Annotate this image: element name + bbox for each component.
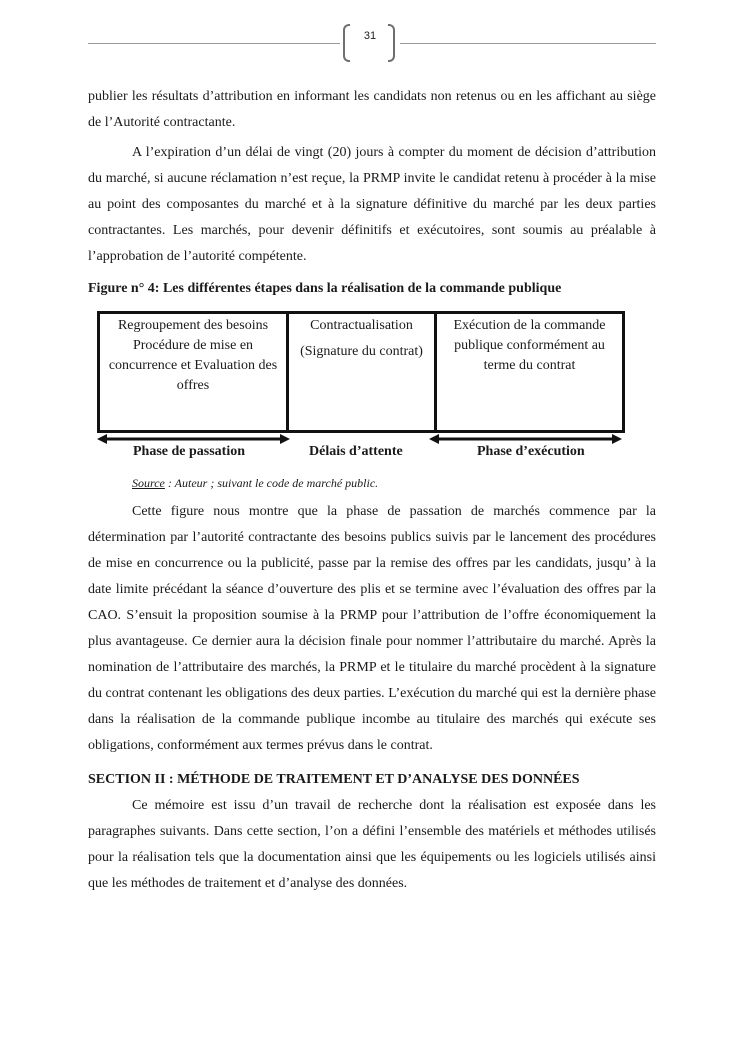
section-title: SECTION II : MÉTHODE DE TRAITEMENT ET D’ANALYSE DES DONNÉES xyxy=(88,772,580,787)
page-number-bracket-right xyxy=(388,24,395,62)
process-diagram xyxy=(88,305,656,473)
stage-contractualisation xyxy=(289,314,437,430)
source-text: : Auteur ; suivant le code de marché public. xyxy=(164,476,379,490)
header-rule-left xyxy=(88,43,340,44)
stage-passation-line1: Regroupement des besoins xyxy=(117,318,269,333)
stages-frame xyxy=(97,311,625,433)
figure-caption: Figure n° 4: Les différentes étapes dans la réalisation de la commande publique xyxy=(88,281,562,296)
phase-label-passation: Phase de passation xyxy=(133,444,246,459)
paragraph-section-intro: Ce mémoire est issu d’un travail de recherche dont la réalisation est exposée dans les paragraphes suivants. Dans cette section, l’on a défini l’ensemble des matériels et méthodes utilisés pour la réalisation tels que la documentation ainsi que les équipements ou les logiciels utilisés ainsi que les méthodes de traitement et d’analyse des données. xyxy=(88,798,656,891)
phase-label-attente: Délais d’attente xyxy=(309,444,403,459)
paragraph-figure-explanation: Cette figure nous montre que la phase de passation de marchés commence par la détermination par l’autorité contractante des besoins publics suivis par le lancement des procédures de mise en concurrence ou la publicité, passe par la remise des offres par les candidats, jusqu’ à la date limite précédant la séance d’ouverture des plis et se termine avec l’évaluation des offres par la CAO. S’ensuit la proposition soumise à la PRMP pour l’attribution de l’offre économiquement la plus avantageuse. Ce dernier aura la décision finale pour nommer l’attributaire du marché. Après la nomination de l’attributaire des marchés, la PRMP et le titulaire du marché procèdent à la signature du contrat contenant les obligations des deux parties. L’exécution du marché qui est la dernière phase dans la réalisation de la commande publique incombe au titulaire des marchés qui exécute ses obligations, conformément aux termes prévus dans le contrat. xyxy=(88,504,656,753)
stage-contractualisation-note: (Signature du contrat) xyxy=(300,344,423,359)
stage-contractualisation-title: Contractualisation xyxy=(310,318,413,333)
source-label: Source xyxy=(132,476,165,490)
page-number: 31 xyxy=(363,30,377,42)
header-rule-right xyxy=(400,43,656,44)
page-header xyxy=(0,0,745,70)
stage-passation xyxy=(100,314,289,430)
stage-execution xyxy=(437,314,622,430)
paragraph-attribution-delay: A l’expiration d’un délai de vingt (20) jours à compter du moment de décision d’attribution du marché, si aucune réclamation n’est reçue, la PRMP invite le candidat retenu à procéder à la mise au point des composantes du marché et à la signature définitive du marché par les deux parties contractantes. Les marchés, pour devenir définitifs et exécutoires, sont soumis au préalable à l’approbation de l’autorité compétente. xyxy=(88,145,656,264)
stage-passation-line2: Procédure de mise en concurrence et Evaluation des offres xyxy=(108,338,278,393)
document-body xyxy=(88,84,656,897)
page-number-bracket-left xyxy=(343,24,350,62)
paragraph-continued: publier les résultats d’attribution en informant les candidats non retenus ou en les affichant au siège de l’Autorité contractante. xyxy=(88,89,656,130)
figure-source xyxy=(132,473,656,493)
phase-label-execution: Phase d’exécution xyxy=(477,444,585,459)
stage-execution-text: Exécution de la commande publique conformément au terme du contrat xyxy=(453,318,606,373)
